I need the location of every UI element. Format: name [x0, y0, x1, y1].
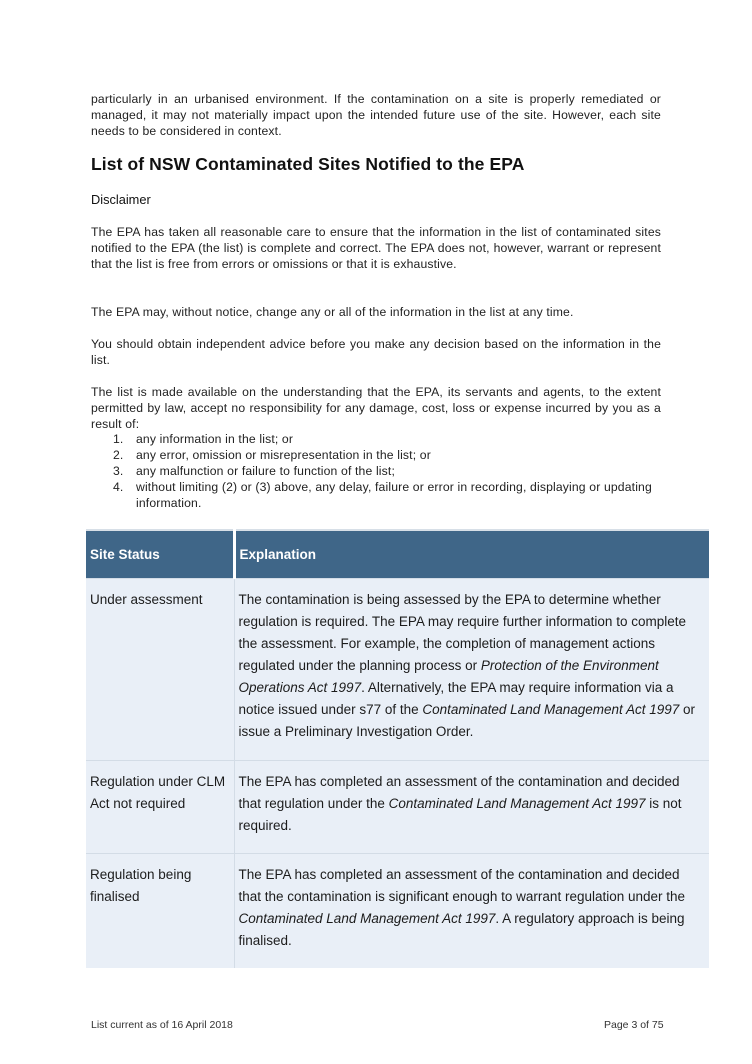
section-heading: List of NSW Contaminated Sites Notified to the EPA: [91, 154, 525, 174]
list-item: [113, 479, 661, 511]
status-cell: Regulation being finalised: [86, 854, 234, 969]
explanation-text: The EPA has completed an assessment of the contamination and decided that regulation under the: [238, 774, 680, 811]
list-item: [113, 463, 661, 479]
act-title: Contaminated Land Management Act 1997: [238, 911, 496, 926]
disclaimer-paragraph-2: The EPA may, without notice, change any or all of the information in the list at any time.: [91, 305, 574, 319]
table-row: [86, 854, 709, 969]
explanation-text: . A regulatory approach is being finalised.: [238, 911, 685, 948]
page-number: Page 3 of 75: [604, 1019, 664, 1031]
list-item: [113, 447, 661, 463]
list-item-number: 4.: [113, 480, 124, 494]
act-title: Contaminated Land Management Act 1997: [422, 702, 680, 717]
status-cell: Under assessment: [86, 579, 234, 761]
list-item-text: any malfunction or failure to function of the list;: [136, 464, 395, 478]
explanation-text: is not required.: [238, 796, 682, 833]
disclaimer-paragraph-3: You should obtain independent advice before you make any decision based on the information in the list.: [91, 337, 661, 367]
table-row: [86, 579, 709, 761]
disclaimer-paragraph-1: The EPA has taken all reasonable care to ensure that the information in the list of contaminated sites notified to the EPA (the list) is complete and correct. The EPA does not, however, warrant or represent that the list is free from errors or omissions or that it is exhaustive.: [91, 225, 661, 271]
header-explanation: Explanation: [234, 530, 709, 579]
explanation-cell: [234, 579, 709, 761]
explanation-cell: [234, 761, 709, 854]
list-item-number: 1.: [113, 432, 124, 446]
table-header-row: [86, 530, 709, 579]
table-row: [86, 761, 709, 854]
list-item-text: any error, omission or misrepresentation in the list; or: [136, 448, 431, 462]
explanation-cell: [234, 854, 709, 969]
disclaimer-paragraph-4: The list is made available on the understanding that the EPA, its servants and agents, to the extent permitted by law, accept no responsibility for any damage, cost, loss or expense incurred by you as a result of:: [91, 385, 661, 431]
explanation-text: . Alternatively, the EPA may require information via a notice issued under s77 of the: [238, 680, 674, 717]
list-item: [113, 431, 661, 447]
limitations-list: [113, 431, 661, 511]
footer-date: List current as of 16 April 2018: [91, 1019, 233, 1031]
explanation-text: or issue a Preliminary Investigation Order.: [238, 702, 696, 739]
list-item-number: 3.: [113, 464, 124, 478]
disclaimer-heading: Disclaimer: [91, 192, 151, 207]
explanation-text: The EPA has completed an assessment of the contamination and decided that the contamination is significant enough to warrant regulation under the: [238, 867, 686, 904]
list-item-text: without limiting (2) or (3) above, any delay, failure or error in recording, displaying or updating information.: [136, 480, 652, 510]
status-cell: Regulation under CLM Act not required: [86, 761, 234, 854]
act-title: Protection of the Environment Operations Act 1997: [238, 658, 659, 695]
intro-paragraph: particularly in an urbanised environment. If the contamination on a site is properly remediated or managed, it may not materially impact upon the intended future use of the site. However, each site needs to be considered in context.: [91, 92, 661, 138]
list-item-text: any information in the list; or: [136, 432, 294, 446]
act-title: Contaminated Land Management Act 1997: [388, 796, 646, 811]
site-status-table: [86, 529, 709, 968]
explanation-text: The contamination is being assessed by the EPA to determine whether regulation is required. The EPA may require further information to complete the assessment. For example, the completion of management actions regulated under the planning process or: [238, 592, 686, 673]
list-item-number: 2.: [113, 448, 124, 462]
header-site-status: Site Status: [86, 530, 234, 579]
